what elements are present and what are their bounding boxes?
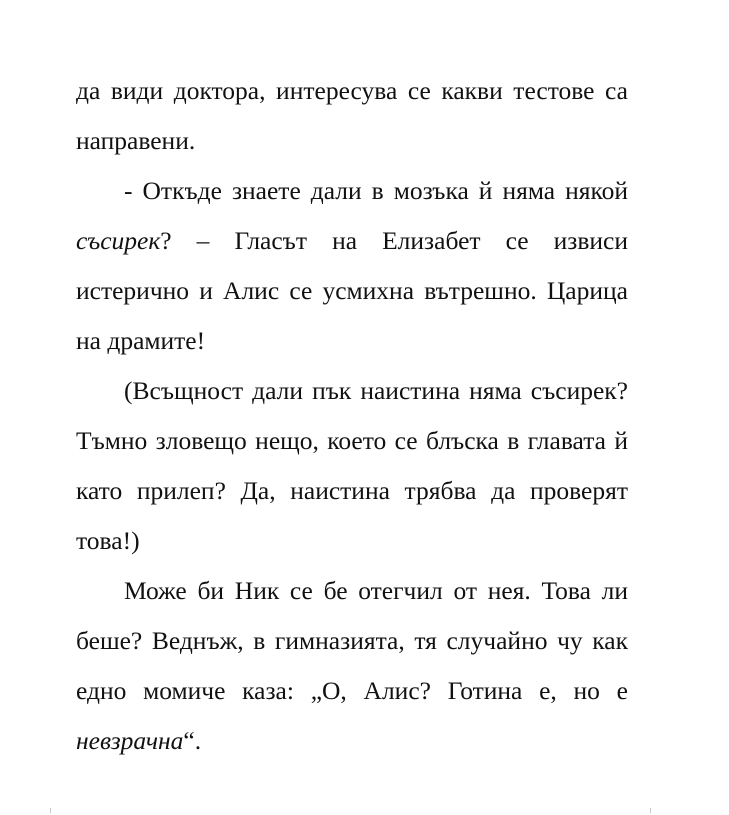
document-body: [76, 66, 628, 766]
paragraph-2-tail: ? – Гласът на Елизабет се извиси истерично и Алис се усмихна вътрешно. Царица на драмите!: [76, 226, 628, 355]
margin-corner-mark-right: [650, 808, 651, 813]
paragraph-4-lead: Може би Ник се бе отегчил от нея. Това ли беше? Веднъж, в гимназията, тя случайно чу как едно момиче каза: „О, Алис? Готина е, но е: [76, 576, 628, 705]
paragraph-1: да види доктора, интересува се какви тестове са направени.: [76, 76, 628, 155]
paragraph-4: [76, 566, 628, 766]
paragraph-4-tail: “.: [183, 726, 202, 755]
paragraph-2: [76, 166, 628, 366]
paragraph-2-italic-word: съсирек: [76, 226, 161, 255]
paragraph-3: (Всъщност дали пък наистина няма съсирек? Тъмно зловещо нещо, което се блъска в главата й като прилеп? Да, наистина трябва да проверят това!): [76, 376, 628, 555]
paragraph-2-lead: - Откъде знаете дали в мозъка й няма някой: [124, 176, 628, 205]
margin-corner-mark-left: [50, 808, 51, 813]
paragraph-4-italic-word: невзрачна: [76, 726, 184, 755]
